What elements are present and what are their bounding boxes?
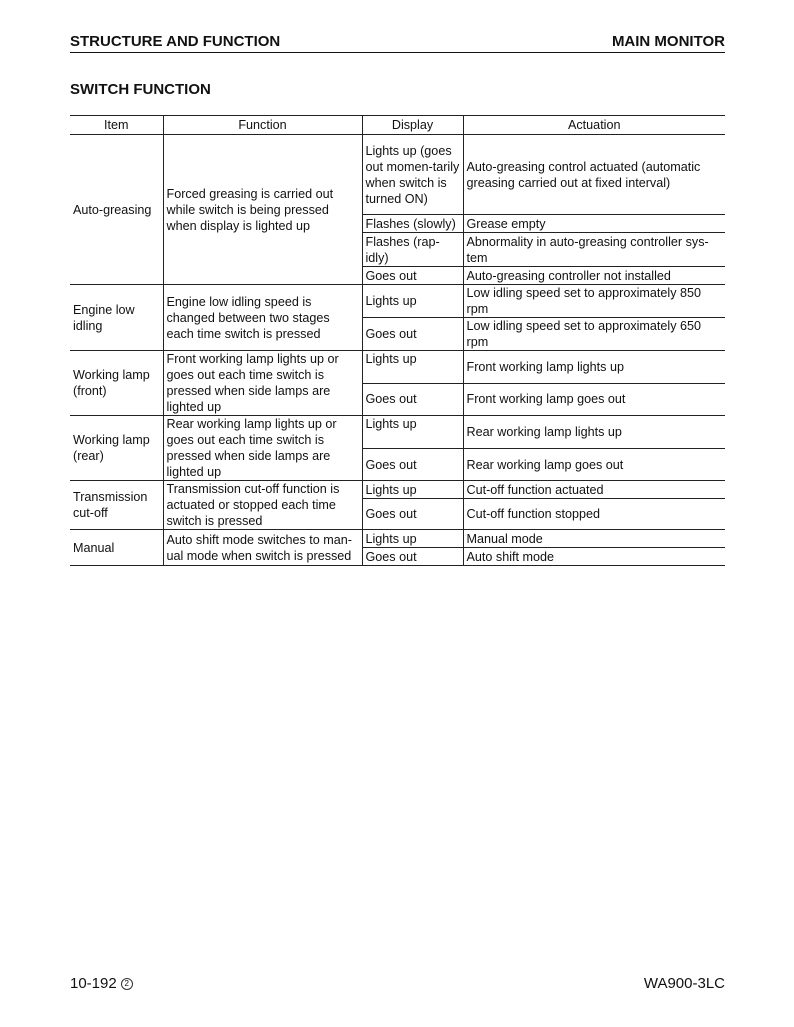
display-cell: Goes out — [362, 548, 463, 566]
actuation-cell: Rear working lamp goes out — [463, 449, 725, 481]
actuation-cell: Auto shift mode — [463, 548, 725, 566]
column-header-actuation: Actuation — [463, 116, 725, 135]
header-topic: MAIN MONITOR — [611, 33, 725, 50]
item-cell: Transmission cut-off — [70, 481, 163, 530]
item-cell: Auto-greasing — [70, 135, 163, 285]
function-cell: Front working lamp lights up or goes out each time switch is pressed when side lamps are lighted up — [163, 351, 362, 416]
display-cell: Lights up — [362, 285, 463, 318]
table-row — [70, 135, 725, 215]
actuation-cell: Low idling speed set to approximately 850 rpm — [463, 285, 725, 318]
function-cell: Transmission cut-off function is actuated or stopped each time switch is pressed — [163, 481, 362, 530]
display-cell: Goes out — [362, 449, 463, 481]
display-cell: Flashes (slowly) — [362, 215, 463, 233]
function-cell: Engine low idling speed is changed between two stages each time switch is pressed — [163, 285, 362, 351]
page-header — [70, 33, 725, 53]
actuation-cell: Auto-greasing control actuated (automatic greasing carried out at fixed interval) — [463, 135, 725, 215]
item-cell: Manual — [70, 530, 163, 566]
item-cell: Engine low idling — [70, 285, 163, 351]
display-cell: Lights up — [362, 530, 463, 548]
display-cell: Goes out — [362, 383, 463, 416]
section-title: SWITCH FUNCTION — [70, 81, 211, 98]
actuation-cell: Low idling speed set to approximately 650 rpm — [463, 318, 725, 351]
actuation-cell: Manual mode — [463, 530, 725, 548]
column-header-display: Display — [362, 116, 463, 135]
display-cell: Flashes (rap-idly) — [362, 233, 463, 267]
actuation-cell: Abnormality in auto-greasing controller sys-tem — [463, 233, 725, 267]
table-row — [70, 481, 725, 499]
actuation-cell: Auto-greasing controller not installed — [463, 267, 725, 285]
function-cell: Forced greasing is carried out while switch is being pressed when display is lighted up — [163, 135, 362, 285]
display-cell: Goes out — [362, 267, 463, 285]
function-cell: Auto shift mode switches to man-ual mode when switch is pressed — [163, 530, 362, 566]
display-cell: Goes out — [362, 318, 463, 351]
page-number-text: 10-192 — [70, 975, 117, 992]
column-header-function: Function — [163, 116, 362, 135]
actuation-cell: Front working lamp goes out — [463, 383, 725, 416]
table-row — [70, 351, 725, 384]
table-row — [70, 530, 725, 548]
actuation-cell: Front working lamp lights up — [463, 351, 725, 384]
function-cell: Rear working lamp lights up or goes out each time switch is pressed when side lamps are lighted up — [163, 416, 362, 481]
table-header-row — [70, 116, 725, 135]
actuation-cell: Rear working lamp lights up — [463, 416, 725, 449]
item-cell: Working lamp (rear) — [70, 416, 163, 481]
revision-mark: 2 — [121, 978, 133, 990]
header-section: STRUCTURE AND FUNCTION — [70, 33, 281, 50]
table-row — [70, 285, 725, 318]
display-cell: Lights up — [362, 416, 463, 449]
switch-function-table — [70, 115, 725, 566]
column-header-item: Item — [70, 116, 163, 135]
display-cell: Lights up — [362, 481, 463, 499]
actuation-cell: Cut-off function actuated — [463, 481, 725, 499]
model-code: WA900-3LC — [643, 975, 725, 992]
display-cell: Goes out — [362, 499, 463, 530]
display-cell: Lights up — [362, 351, 463, 384]
display-cell: Lights up (goes out momen-tarily when switch is turned ON) — [362, 135, 463, 215]
page-number — [70, 975, 133, 992]
item-cell: Working lamp (front) — [70, 351, 163, 416]
actuation-cell: Cut-off function stopped — [463, 499, 725, 530]
table-row — [70, 416, 725, 449]
actuation-cell: Grease empty — [463, 215, 725, 233]
